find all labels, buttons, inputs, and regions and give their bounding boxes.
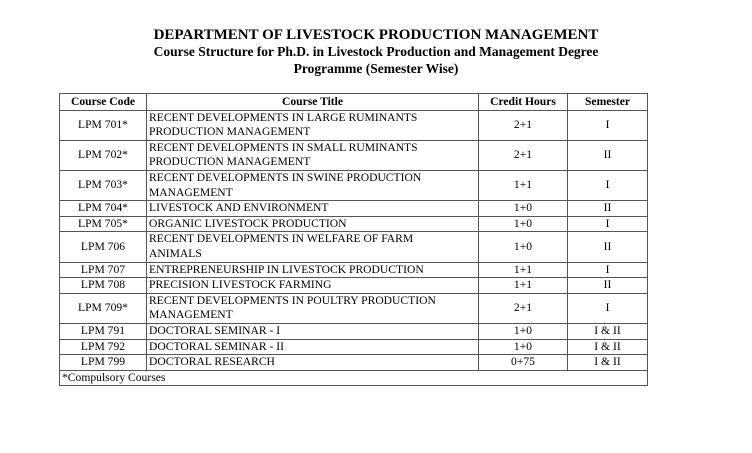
course-title: [147, 262, 479, 278]
credit-hours: 1+0: [479, 339, 568, 355]
credit-hours: 1+0: [479, 232, 568, 262]
course-title-line: RECENT DEVELOPMENTS IN WELFARE OF FARM: [149, 232, 414, 246]
column-header-credit-hours: Credit Hours: [479, 94, 568, 111]
footnote: *Compulsory Courses: [60, 370, 648, 386]
course-code: LPM 708: [60, 278, 147, 294]
course-code: LPM 799: [60, 355, 147, 371]
semester: II: [568, 278, 648, 294]
course-title: [147, 216, 479, 232]
credit-hours: 2+1: [479, 110, 568, 140]
course-code: LPM 707: [60, 262, 147, 278]
semester: I: [568, 170, 648, 200]
course-title-line: RECENT DEVELOPMENTS IN SWINE PRODUCTION: [149, 170, 422, 184]
course-code: LPM 709*: [60, 293, 147, 323]
semester: I & II: [568, 323, 648, 339]
course-title-line: LIVESTOCK AND ENVIRONMENT: [149, 201, 329, 215]
footnote-row: [60, 370, 648, 386]
course-title: [147, 232, 479, 262]
course-code: LPM 704*: [60, 201, 147, 217]
credit-hours: 2+1: [479, 293, 568, 323]
semester: II: [568, 140, 648, 170]
document-header: [0, 26, 752, 77]
column-header-semester: Semester: [568, 94, 648, 111]
course-code: LPM 792: [60, 339, 147, 355]
course-title-line: MANAGEMENT: [149, 308, 233, 322]
course-code: LPM 702*: [60, 140, 147, 170]
course-title-line: DOCTORAL SEMINAR - II: [149, 339, 284, 353]
course-title-line: ORGANIC LIVESTOCK PRODUCTION: [149, 216, 347, 230]
column-header-course-code: Course Code: [60, 94, 147, 111]
course-title-line: MANAGEMENT: [149, 185, 233, 199]
semester: I: [568, 216, 648, 232]
course-title: [147, 339, 479, 355]
course-title: [147, 140, 479, 170]
credit-hours: 1+0: [479, 216, 568, 232]
course-code: LPM 791: [60, 323, 147, 339]
course-title-line: DOCTORAL RESEARCH: [149, 355, 275, 369]
department-title: DEPARTMENT OF LIVESTOCK PRODUCTION MANAGEMENT: [153, 27, 599, 43]
course-title-line: RECENT DEVELOPMENTS IN POULTRY PRODUCTION: [149, 293, 436, 307]
course-title-line: PRODUCTION MANAGEMENT: [149, 155, 311, 169]
course-title: [147, 201, 479, 217]
course-code: LPM 706: [60, 232, 147, 262]
course-structure-table: [59, 93, 648, 386]
table-row: [60, 355, 648, 371]
course-title: [147, 170, 479, 200]
course-title: [147, 323, 479, 339]
table-row: [60, 216, 648, 232]
semester: II: [568, 201, 648, 217]
course-title-line: RECENT DEVELOPMENTS IN SMALL RUMINANTS: [149, 140, 418, 154]
course-code: LPM 701*: [60, 110, 147, 140]
credit-hours: 1+0: [479, 201, 568, 217]
course-title-line: ANIMALS: [149, 246, 202, 260]
semester: II: [568, 232, 648, 262]
subtitle-line-2: Programme (Semester Wise): [293, 60, 459, 76]
table-row: [60, 232, 648, 262]
course-title-line: PRODUCTION MANAGEMENT: [149, 125, 311, 139]
table-row: [60, 262, 648, 278]
table-row: [60, 170, 648, 200]
table-row: [60, 293, 648, 323]
table-row: [60, 323, 648, 339]
semester: I: [568, 262, 648, 278]
course-title: [147, 293, 479, 323]
course-title: [147, 355, 479, 371]
semester: I & II: [568, 355, 648, 371]
credit-hours: 1+1: [479, 170, 568, 200]
table-row: [60, 201, 648, 217]
course-title-line: ENTREPRENEURSHIP IN LIVESTOCK PRODUCTION: [149, 262, 424, 276]
course-code: LPM 705*: [60, 216, 147, 232]
course-title: [147, 110, 479, 140]
table-row: [60, 278, 648, 294]
course-title-line: DOCTORAL SEMINAR - I: [149, 323, 281, 337]
course-title: [147, 278, 479, 294]
semester: I & II: [568, 339, 648, 355]
course-title-line: RECENT DEVELOPMENTS IN LARGE RUMINANTS: [149, 110, 418, 124]
course-title-line: PRECISION LIVESTOCK FARMING: [149, 278, 332, 292]
credit-hours: 1+0: [479, 323, 568, 339]
table-row: [60, 339, 648, 355]
subtitle-line-1: Course Structure for Ph.D. in Livestock Production and Management Degree: [153, 44, 599, 59]
column-header-course-title: Course Title: [147, 94, 479, 111]
credit-hours: 0+75: [479, 355, 568, 371]
table-row: [60, 110, 648, 140]
table-row: [60, 140, 648, 170]
semester: I: [568, 110, 648, 140]
credit-hours: 2+1: [479, 140, 568, 170]
course-code: LPM 703*: [60, 170, 147, 200]
credit-hours: 1+1: [479, 278, 568, 294]
table-body: [60, 110, 648, 370]
credit-hours: 1+1: [479, 262, 568, 278]
table-header-row: [60, 94, 648, 111]
semester: I: [568, 293, 648, 323]
